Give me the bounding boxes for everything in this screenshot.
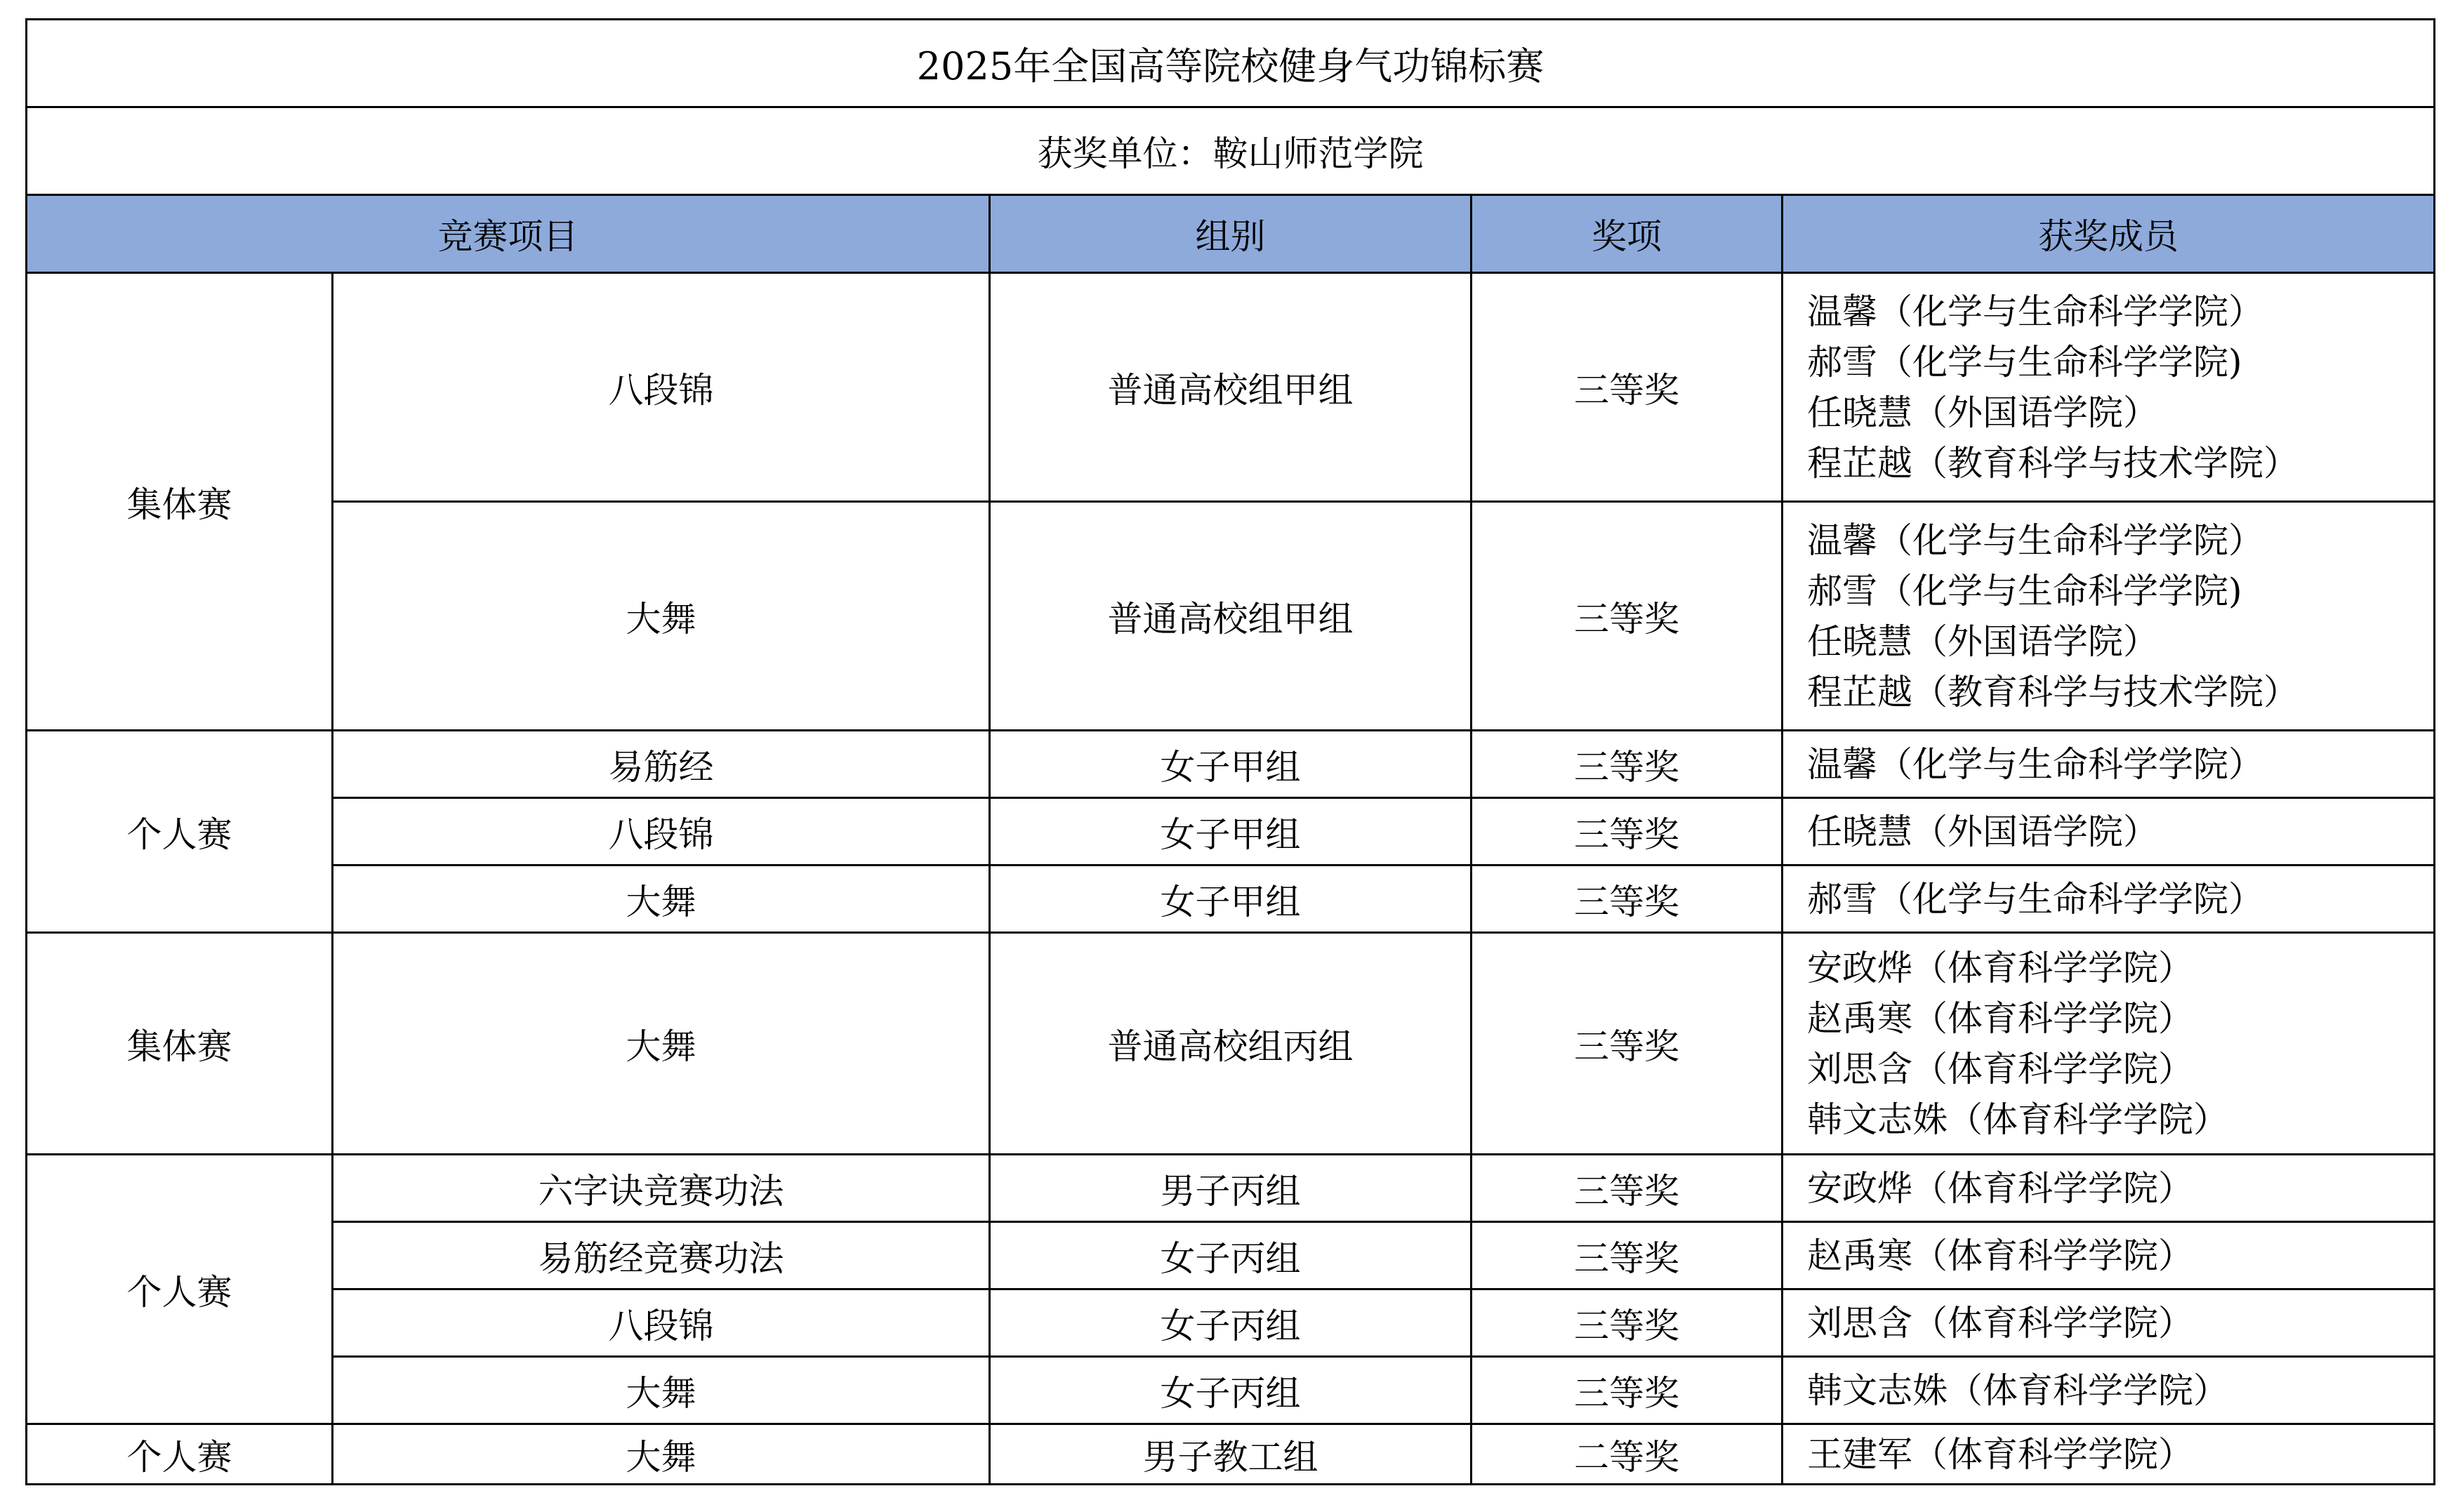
project-cell: 八段锦 [333,273,990,502]
members-cell [1783,502,2435,731]
member-name: 任晓慧（外国语学院） [1807,621,2158,662]
project-cell: 大舞 [333,866,990,933]
group-cell: 女子甲组 [990,731,1472,798]
award-cell: 三等奖 [1472,798,1783,866]
header-event: 竞赛项目 [27,195,990,273]
group-cell: 普通高校组甲组 [990,273,1472,502]
members-cell [1783,866,2435,933]
member-name: 郝雪（化学与生命科学学院) [1807,570,2242,611]
member-name: 程芷越（教育科学与技术学院） [1807,671,2299,712]
group-cell: 女子甲组 [990,798,1472,866]
members-cell [1783,1289,2435,1357]
project-cell: 八段锦 [333,798,990,866]
project-cell: 大舞 [333,502,990,731]
table-row [27,1424,2435,1485]
member-name: 郝雪（化学与生命科学学院） [1807,878,2263,920]
members-cell [1783,1155,2435,1222]
members-cell [1783,1222,2435,1289]
table-row [27,273,2435,502]
title-row [27,20,2435,107]
table-row [27,1357,2435,1424]
project-cell: 易筋经竞赛功法 [333,1222,990,1289]
member-name: 赵禹寒（体育科学学院） [1807,1235,2193,1276]
member-name: 温馨（化学与生命科学学院） [1807,743,2263,785]
group-cell: 女子丙组 [990,1222,1472,1289]
member-name: 任晓慧（外国语学院） [1807,811,2158,852]
header-members: 获奖成员 [1783,195,2435,273]
members-cell [1783,731,2435,798]
table-row [27,866,2435,933]
header-award: 奖项 [1472,195,1783,273]
category-cell: 个人赛 [27,1155,333,1424]
category-cell: 个人赛 [27,1424,333,1485]
award-cell: 三等奖 [1472,731,1783,798]
award-unit: 获奖单位：鞍山师范学院 [27,107,2435,195]
member-name: 韩文志姝（体育科学学院） [1807,1370,2228,1411]
award-cell: 三等奖 [1472,1357,1783,1424]
members-cell [1783,1357,2435,1424]
member-name: 郝雪（化学与生命科学学院) [1807,341,2242,383]
header-row [27,195,2435,273]
award-cell: 三等奖 [1472,502,1783,731]
award-cell: 三等奖 [1472,1222,1783,1289]
category-cell: 集体赛 [27,933,333,1155]
group-cell: 普通高校组丙组 [990,933,1472,1155]
member-name: 刘思含（体育科学学院） [1807,1302,2193,1344]
member-name: 刘思含（体育科学学院） [1807,1048,2193,1089]
project-cell: 八段锦 [333,1289,990,1357]
member-name: 安政烨（体育科学学院） [1807,1167,2193,1209]
member-name: 安政烨（体育科学学院） [1807,947,2193,988]
table-row [27,1289,2435,1357]
group-cell: 普通高校组甲组 [990,502,1472,731]
group-cell: 男子丙组 [990,1155,1472,1222]
member-name: 赵禹寒（体育科学学院） [1807,997,2193,1039]
award-cell: 三等奖 [1472,933,1783,1155]
unit-row [27,107,2435,195]
award-cell: 二等奖 [1472,1424,1783,1485]
table-row [27,731,2435,798]
project-cell: 六字诀竞赛功法 [333,1155,990,1222]
table-title: 2025年全国高等院校健身气功锦标赛 [27,20,2435,107]
member-name: 韩文志姝（体育科学学院） [1807,1099,2228,1140]
group-cell: 男子教工组 [990,1424,1472,1485]
member-name: 王建军（体育科学学院） [1807,1433,2193,1475]
project-cell: 大舞 [333,1357,990,1424]
award-cell: 三等奖 [1472,1289,1783,1357]
table-row [27,502,2435,731]
member-name: 任晓慧（外国语学院） [1807,392,2158,433]
table-row [27,933,2435,1155]
award-cell: 三等奖 [1472,866,1783,933]
award-table [25,18,2435,1485]
member-name: 程芷越（教育科学与技术学院） [1807,442,2299,484]
table-row [27,1222,2435,1289]
members-cell [1783,798,2435,866]
member-name: 温馨（化学与生命科学学院） [1807,519,2263,561]
project-cell: 大舞 [333,1424,990,1485]
award-cell: 三等奖 [1472,273,1783,502]
project-cell: 大舞 [333,933,990,1155]
project-cell: 易筋经 [333,731,990,798]
members-cell [1783,933,2435,1155]
category-cell: 个人赛 [27,731,333,933]
header-group: 组别 [990,195,1472,273]
group-cell: 女子丙组 [990,1289,1472,1357]
members-cell [1783,273,2435,502]
table-row [27,798,2435,866]
group-cell: 女子甲组 [990,866,1472,933]
member-name: 温馨（化学与生命科学学院） [1807,291,2263,332]
table-row [27,1155,2435,1222]
group-cell: 女子丙组 [990,1357,1472,1424]
category-cell: 集体赛 [27,273,333,731]
award-cell: 三等奖 [1472,1155,1783,1222]
members-cell [1783,1424,2435,1485]
